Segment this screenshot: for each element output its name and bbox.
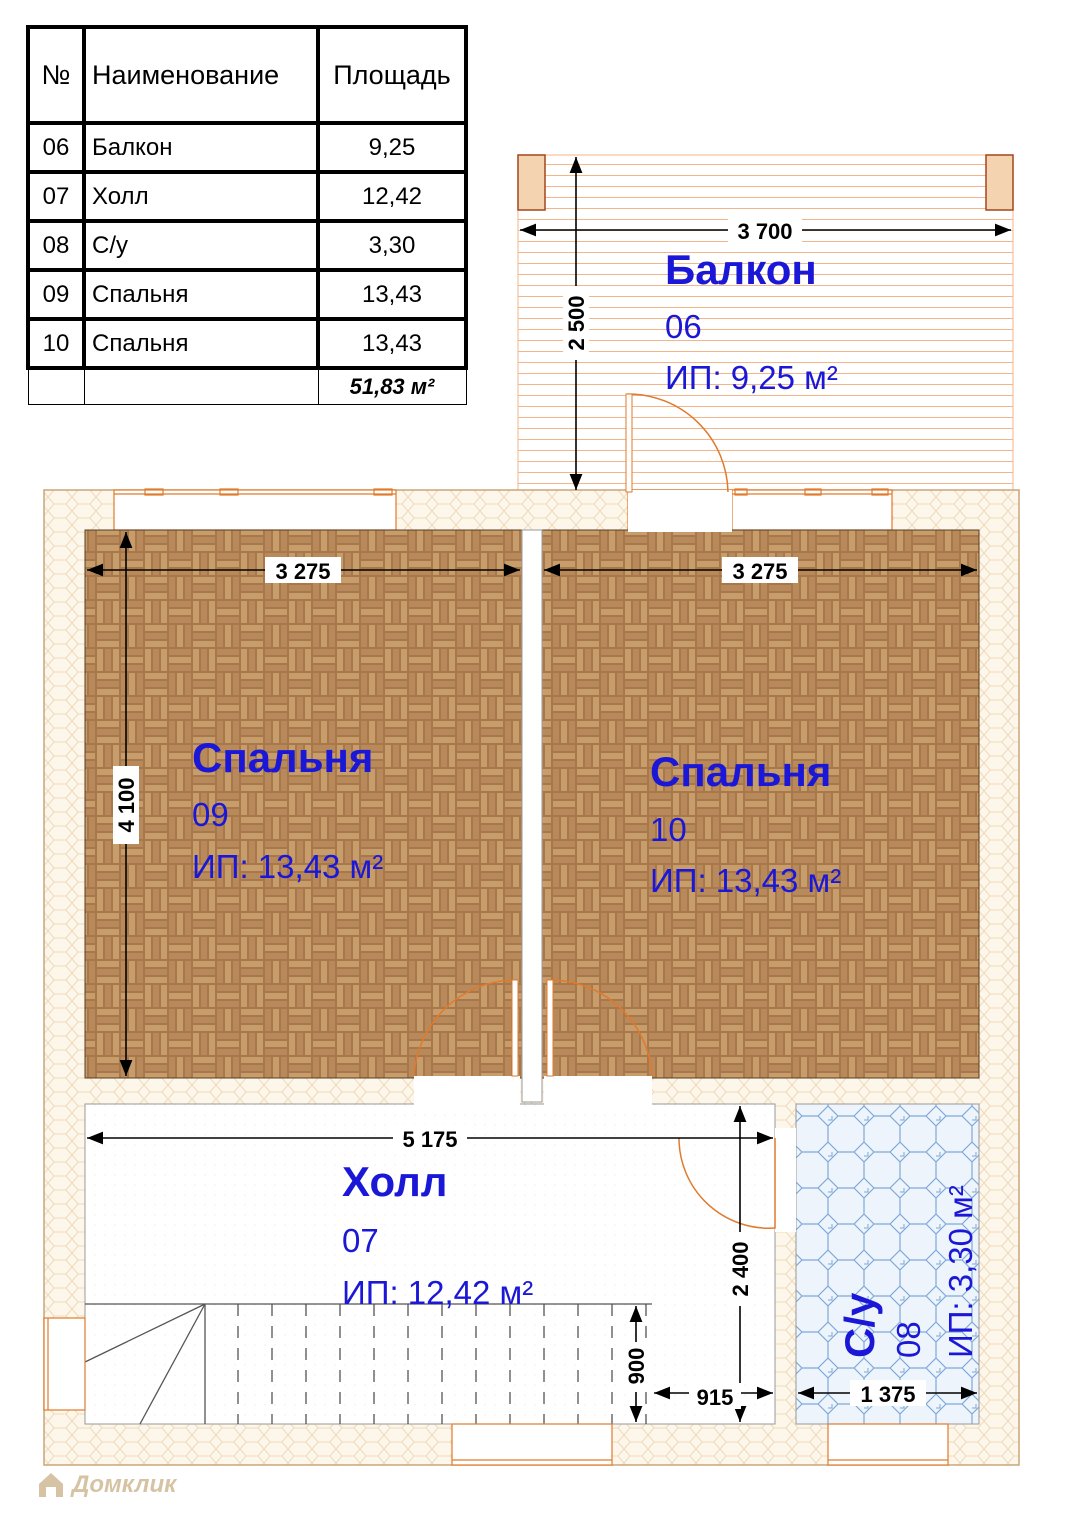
door-opening-09	[414, 1076, 520, 1106]
cell-name: Спальня	[84, 270, 318, 319]
room-name-balcony: Балкон	[665, 246, 817, 293]
room-name-bedroom-09: Спальня	[192, 734, 374, 781]
room-area-bedroom-10: ИП: 13,43 м²	[650, 862, 842, 899]
cell-empty	[84, 368, 318, 405]
total-area: 51,83 м²	[318, 368, 466, 405]
room-no-bathroom: 08	[890, 1321, 927, 1358]
house-icon	[36, 1470, 66, 1500]
room-area-balcony: ИП: 9,25 м²	[665, 359, 838, 396]
cell-no: 07	[28, 172, 84, 221]
cell-no: 06	[28, 123, 84, 172]
cell-area: 9,25	[318, 123, 466, 172]
header-area: Площадь	[318, 27, 466, 123]
cell-no: 09	[28, 270, 84, 319]
table-row	[28, 123, 466, 172]
cell-name: Балкон	[84, 123, 318, 172]
table-header-row	[28, 27, 466, 123]
room-name-hall: Холл	[342, 1158, 448, 1205]
cell-area: 13,43	[318, 270, 466, 319]
door-opening-balcony	[628, 490, 732, 532]
cell-name: Спальня	[84, 319, 318, 368]
cell-no: 10	[28, 319, 84, 368]
partition-wall	[522, 530, 542, 1102]
room-area-bedroom-09: ИП: 13,43 м²	[192, 848, 384, 885]
logo-text: Домклик	[72, 1471, 177, 1498]
cell-area: 13,43	[318, 319, 466, 368]
cell-area: 3,30	[318, 221, 466, 270]
balcony-floor	[518, 155, 1013, 491]
balcony-post-left	[518, 155, 545, 210]
room-no-bedroom-10: 10	[650, 811, 687, 848]
dim-bedroom-09-width: 3 275	[275, 559, 331, 584]
dim-bathroom-width: 1 375	[860, 1382, 916, 1407]
door-leaf-10	[547, 980, 553, 1076]
door-opening-10	[544, 1076, 652, 1106]
header-name: Наименование	[84, 27, 318, 123]
cell-empty	[28, 368, 84, 405]
cell-name: Холл	[84, 172, 318, 221]
room-area-hall: ИП: 12,42 м²	[342, 1274, 534, 1311]
room-no-hall: 07	[342, 1222, 379, 1259]
dim-balcony-depth: 2 500	[564, 295, 589, 351]
room-no-bedroom-09: 09	[192, 796, 229, 833]
dim-bedroom-10-width: 3 275	[732, 559, 788, 584]
left-window	[44, 1318, 85, 1410]
room-no-balcony: 06	[665, 308, 702, 345]
table-total-row	[28, 368, 466, 405]
dim-stair-width: 900	[624, 1347, 649, 1385]
cell-area: 12,42	[318, 172, 466, 221]
door-opening-bath	[775, 1128, 796, 1232]
room-name-bedroom-10: Спальня	[650, 748, 832, 795]
domclick-logo	[36, 1470, 176, 1500]
hall-floor	[85, 1104, 775, 1424]
bedroom-09-floor	[85, 530, 522, 1078]
dim-hall-depth: 2 400	[728, 1241, 753, 1297]
room-area-bathroom: ИП: 3,30 м²	[942, 1185, 979, 1358]
dim-stair-gap: 915	[696, 1385, 734, 1410]
room-name-bathroom: С/у	[836, 1292, 883, 1358]
area-table	[26, 25, 468, 405]
cell-name: С/у	[84, 221, 318, 270]
table-row	[28, 270, 466, 319]
table-row	[28, 221, 466, 270]
balcony-post-right	[986, 155, 1013, 210]
dim-hall-width: 5 175	[402, 1127, 458, 1152]
dim-balcony-width: 3 700	[737, 219, 793, 244]
table-row	[28, 319, 466, 368]
bedroom-10-floor	[542, 530, 979, 1078]
door-leaf-balcony	[626, 394, 632, 492]
table-row	[28, 172, 466, 221]
door-leaf-09	[512, 980, 518, 1076]
header-no: №	[28, 27, 84, 123]
dim-bedroom-height: 4 100	[114, 777, 139, 833]
cell-no: 08	[28, 221, 84, 270]
